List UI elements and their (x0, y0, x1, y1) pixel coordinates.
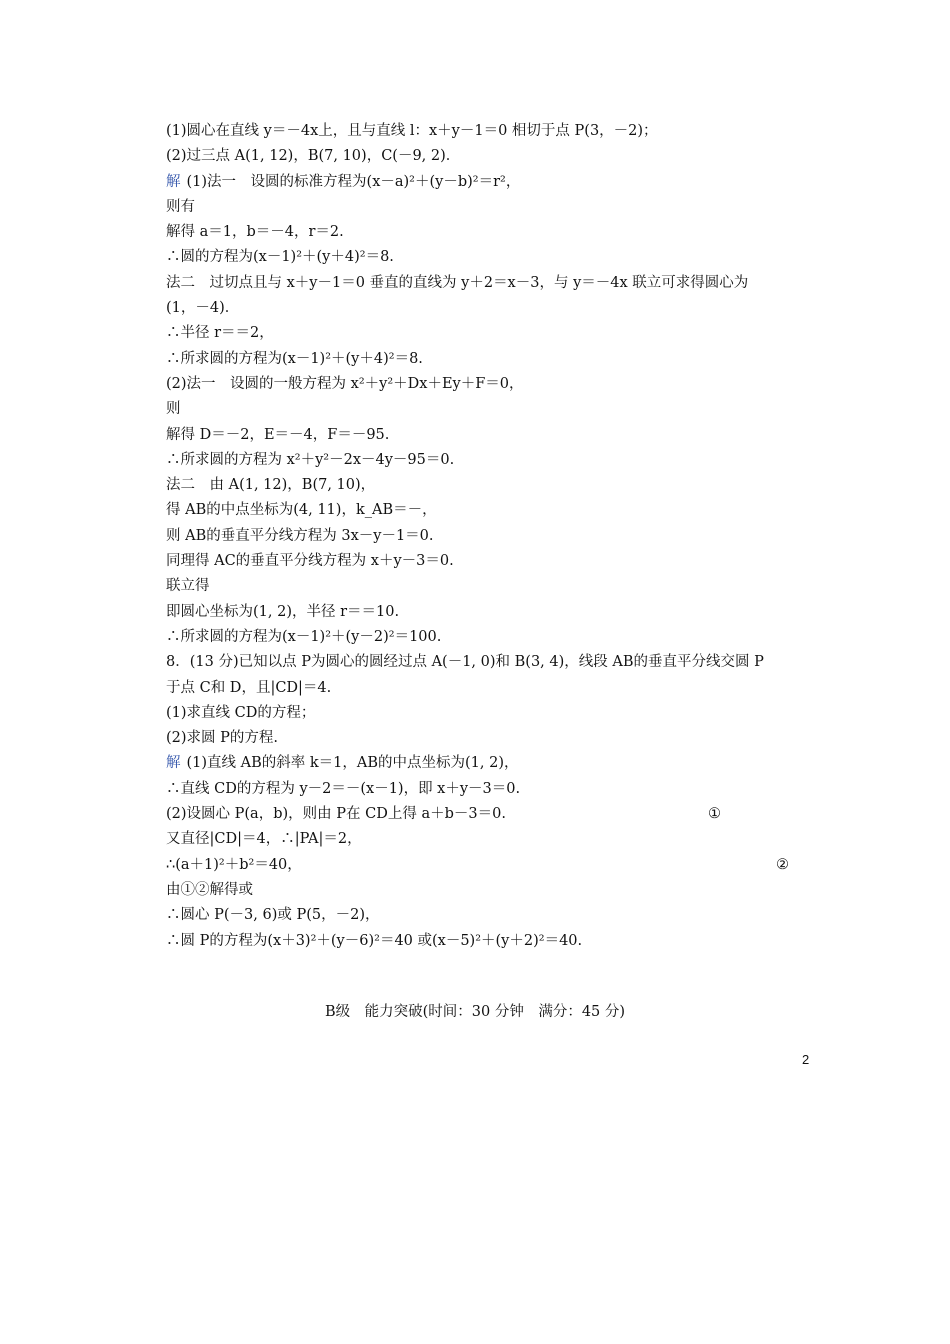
text-line (166, 195, 826, 220)
text-line (166, 170, 826, 195)
text-line (166, 650, 826, 675)
text-line-content: 则有 (166, 198, 195, 215)
document-body (166, 119, 826, 954)
text-line (166, 423, 826, 448)
text-line-content: ∴圆的方程为(x－1)²＋(y＋4)²＝8. (166, 249, 394, 266)
text-line (166, 347, 826, 372)
text-line-content: (2)过三点 A(1, 12)，B(7, 10)，C(－9, 2)． (166, 148, 461, 165)
text-line (166, 574, 826, 599)
text-line-content: ∴(a＋1)²＋b²＝40， (166, 856, 302, 873)
text-line (166, 726, 826, 751)
text-line (166, 448, 826, 473)
solution-label: 解 (166, 755, 181, 772)
text-line-content: 联立得 (166, 578, 210, 595)
text-line-content: 则 AB的垂直平分线方程为 3x－y－1＝0. (166, 527, 434, 544)
text-line-content: ∴所求圆的方程为 x²＋y²－2x－4y－95＝0. (166, 451, 455, 468)
text-line-content: 同理得 AC的垂直平分线方程为 x＋y－3＝0. (166, 553, 454, 570)
text-line-content: ∴所求圆的方程为(x－1)²＋(y＋4)²＝8. (166, 350, 423, 367)
text-line-content: 由①②解得或 (166, 881, 253, 898)
text-line-content: 得 AB的中点坐标为(4, 11)，k_AB＝－， (166, 502, 437, 519)
text-line-content: (1)法一 设圆的标准方程为(x－a)²＋(y－b)²＝r²， (186, 173, 521, 190)
text-line-content: 法二 由 A(1, 12)，B(7, 10)， (166, 477, 376, 494)
text-line-content: (1，－4)． (166, 300, 240, 317)
text-line-content: (2)设圆心 P(a，b)，则由 P在 CD上得 a＋b－3＝0. (166, 806, 506, 823)
text-line-content: (2)求圆 P的方程. (166, 730, 279, 747)
text-line (166, 372, 826, 397)
equation-mark-2: ② (776, 856, 789, 873)
text-line (166, 321, 826, 346)
text-line-content: ∴圆心 P(－3, 6)或 P(5，－2)， (166, 907, 380, 924)
text-line-content: 法二 过切点且与 x＋y－1＝0 垂直的直线为 y＋2＝x－3，与 y＝－4x 联立可求得圆心为 (166, 274, 749, 291)
section-heading: B级 能力突破(时间：30 分钟 满分：45 分) (324, 1004, 626, 1020)
text-line (166, 878, 826, 903)
text-line (166, 903, 826, 928)
text-line (166, 625, 826, 650)
text-line-content: 则 (166, 401, 181, 418)
text-line (166, 220, 826, 245)
text-line-content: ∴圆 P的方程为(x＋3)²＋(y－6)²＝40 或(x－5)²＋(y＋2)²＝40. (166, 932, 583, 949)
text-line-content: (1)求直线 CD的方程； (166, 704, 316, 721)
text-line (166, 144, 826, 169)
text-line (166, 676, 826, 701)
text-line (166, 498, 826, 523)
text-line-content: ∴直线 CD的方程为 y－2＝－(x－1)，即 x＋y－3＝0. (166, 780, 521, 797)
text-line (166, 802, 826, 827)
text-line-content: 解得 a＝1，b＝－4，r＝2. (166, 224, 344, 241)
text-line-content: (1)直线 AB的斜率 k＝1，AB的中点坐标为(1, 2)， (186, 755, 519, 772)
text-line (166, 929, 826, 954)
text-line (166, 524, 826, 549)
page-number: 2 (802, 1052, 810, 1067)
text-line (166, 751, 826, 776)
text-line-content: 8．(13 分)已知以点 P为圆心的圆经过点 A(－1, 0)和 B(3, 4)，线段 AB的垂直平分线交圆 P (166, 654, 764, 671)
text-line-content: ∴所求圆的方程为(x－1)²＋(y－2)²＝100. (166, 628, 442, 645)
text-line-content: 于点 C和 D，且|CD|＝4. (166, 679, 332, 696)
text-line (166, 119, 826, 144)
text-line (166, 296, 826, 321)
text-line (166, 600, 826, 625)
text-line-content: 即圆心坐标为(1, 2)，半径 r＝＝10. (166, 603, 400, 620)
text-line (166, 473, 826, 498)
text-line-content: (2)法一 设圆的一般方程为 x²＋y²＋Dx＋Ey＋F＝0， (166, 375, 524, 392)
text-line-content: (1)圆心在直线 y＝－4x上，且与直线 l：x＋y－1＝0 相切于点 P(3，－2)； (166, 123, 658, 139)
text-line (166, 549, 826, 574)
text-line (166, 853, 826, 878)
solution-label: 解 (166, 173, 181, 190)
text-line-content: 解得 D＝－2，E＝－4，F＝－95. (166, 426, 390, 443)
text-line (166, 271, 826, 296)
text-line-content: 又直径|CD|＝4，∴|PA|＝2， (166, 831, 362, 848)
text-line (166, 245, 826, 270)
text-line (166, 777, 826, 802)
text-line (166, 397, 826, 422)
equation-mark-1: ① (708, 806, 721, 823)
text-line (166, 701, 826, 726)
text-line (166, 827, 826, 852)
text-line-content: ∴半径 r＝＝2， (166, 325, 274, 342)
